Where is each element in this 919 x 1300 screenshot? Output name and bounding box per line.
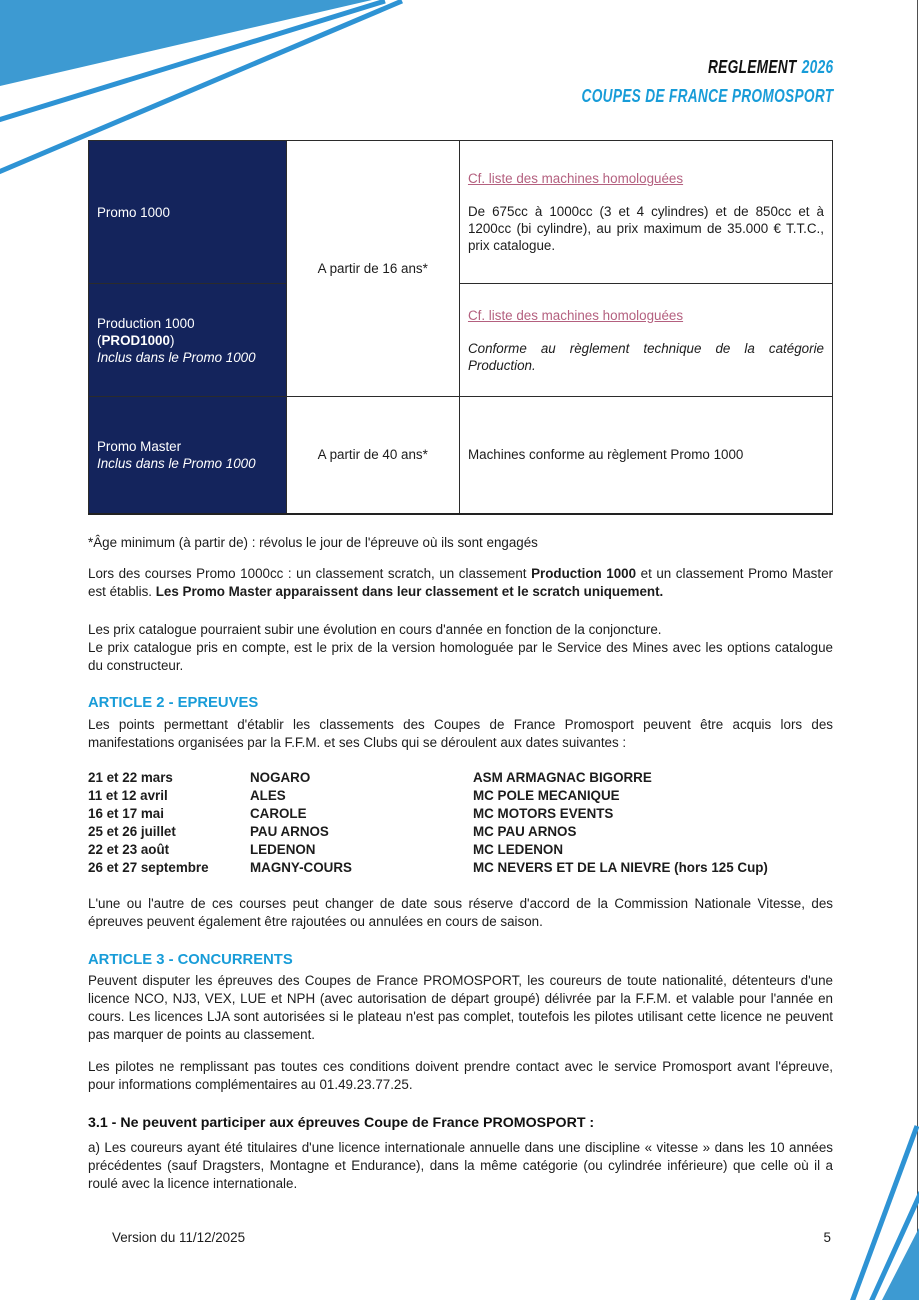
age-label: A partir de 40 ans*: [317, 447, 428, 463]
event-date: 11 et 12 avril: [88, 787, 168, 803]
event-circuit: CAROLE: [250, 805, 307, 821]
category-code: (PROD1000): [97, 332, 175, 348]
page-content: [88, 140, 833, 1193]
event-club: MC NEVERS ET DE LA NIEVRE (hors 125 Cup): [473, 859, 768, 875]
categories-table: [88, 140, 833, 515]
event-row: [88, 805, 833, 823]
prix-catalogue-paragraph: [88, 621, 833, 675]
table-row: [89, 397, 833, 514]
doc-header: [581, 52, 833, 110]
classement-paragraph: Lors des courses Promo 1000cc : un classement scratch, un classement Production 1000 et un classement Promo Master est établis. Les Promo Master apparaissent dans leur classement et le scratch uniquement.: [88, 565, 833, 599]
table-row: [89, 141, 833, 284]
event-date: 22 et 23 août: [88, 841, 170, 857]
spec-cell-promo-master: [459, 397, 832, 514]
article-2-heading: ARTICLE 2 - EPREUVES: [88, 694, 259, 711]
homologated-machines-link[interactable]: Cf. liste des machines homologuées: [467, 171, 684, 186]
doc-subtitle: COUPES DE FRANCE PROMOSPORT: [581, 85, 833, 106]
category-name: Promo 1000: [97, 204, 170, 220]
bold-promo-master-rule: Les Promo Master apparaissent dans leur classement et le scratch uniquement.: [155, 583, 664, 599]
spec-description: Conforme au règlement technique de la catégorie Production.: [467, 340, 824, 373]
table-row: [89, 284, 833, 397]
event-date: 25 et 26 juillet: [88, 823, 176, 839]
section-3-1-item-a: a) Les coureurs ayant été titulaires d'une licence internationale annuelle dans une discipline « vitesse » dans les 10 années précédentes (sauf Dragsters, Montagne et Endurance), dans la même catégorie (ou cylindrée inférieure) que celle où il a roulé avec la licence internationale.: [88, 1139, 833, 1191]
spec-description: Machines conforme au règlement Promo 1000: [467, 447, 744, 463]
article-2-intro: Les points permettant d'établir les classements des Coupes de France Promosport peuvent être acquis lors des manifestations organisées par la F.F.M. et ses Clubs qui se déroulent aux dates suivantes :: [88, 716, 833, 750]
doc-title: REGLEMENT: [707, 56, 797, 77]
section-3-1-heading: 3.1 - Ne peuvent participer aux épreuves Coupe de France PROMOSPORT :: [88, 1114, 595, 1131]
event-circuit: ALES: [250, 787, 286, 803]
event-club: ASM ARMAGNAC BIGORRE: [473, 769, 652, 785]
age-minimum-note: *Âge minimum (à partir de) : révolus le jour de l'épreuve où ils sont engagés: [88, 534, 538, 550]
event-row: [88, 841, 833, 859]
contact-paragraph: Les pilotes ne remplissant pas toutes ces conditions doivent prendre contact avec le service Promosport avant l'épreuve, pour informations complémentaires au 01.49.23.77.25.: [88, 1058, 833, 1092]
event-row: [88, 823, 833, 841]
event-circuit: MAGNY-COURS: [250, 859, 352, 875]
category-subnote: Inclus dans le Promo 1000: [97, 455, 256, 471]
article-3-intro: Peuvent disputer les épreuves des Coupes de France PROMOSPORT, les coureurs de toute nationalité, détenteurs d'une licence NCO, NJ3, VEX, LUE et NPH (avec autorisation de départ groupé) délivrée par la F.F.M. et valable pour l'année en cours. Les licences LJA sont autorisées si le plateau n'est pas complet, toutefois les pilotes utilisant cette licence ne peuvent pas marquer de points au classement.: [88, 972, 833, 1042]
footer-page-number: 5: [823, 1230, 831, 1245]
spec-cell-production-1000: [459, 284, 832, 397]
event-row: [88, 787, 833, 805]
category-cell-promo-1000: [89, 141, 287, 284]
category-subnote: Inclus dans le Promo 1000: [97, 349, 256, 365]
event-club: MC PAU ARNOS: [473, 823, 577, 839]
category-name: Promo Master: [97, 438, 182, 454]
event-row: [88, 859, 833, 877]
event-circuit: PAU ARNOS: [250, 823, 329, 839]
event-club: MC POLE MECANIQUE: [473, 787, 620, 803]
category-cell-production-1000: [89, 284, 287, 397]
age-cell-16: [286, 141, 459, 397]
spec-cell-promo-1000: [459, 141, 832, 284]
event-row: [88, 769, 833, 787]
event-date: 21 et 22 mars: [88, 769, 173, 785]
spec-description: De 675cc à 1000cc (3 et 4 cylindres) et de 850cc et à 1200cc (bi cylindre), au prix maximum de 35.000 € T.T.C., prix catalogue.: [467, 204, 824, 253]
event-circuit: LEDENON: [250, 841, 316, 857]
doc-title-year: 2026: [801, 56, 833, 77]
category-cell-promo-master: [89, 397, 287, 514]
prix-line-1: Les prix catalogue pourraient subir une évolution en cours d'année en fonction de la conjoncture.: [88, 621, 662, 637]
article-3-heading: ARTICLE 3 - CONCURRENTS: [88, 951, 293, 968]
event-date: 26 et 27 septembre: [88, 859, 209, 875]
bold-production-1000: Production 1000: [531, 565, 637, 581]
age-label: A partir de 16 ans*: [317, 261, 428, 276]
footer-version: Version du 11/12/2025: [112, 1230, 246, 1245]
homologated-machines-link[interactable]: Cf. liste des machines homologuées: [467, 307, 684, 323]
event-club: MC LEDENON: [473, 841, 564, 857]
date-change-note: L'une ou l'autre de ces courses peut changer de date sous réserve d'accord de la Commission Nationale Vitesse, des épreuves peuvent également être rajoutées ou annulées en cours de saison.: [88, 895, 833, 929]
prix-line-2: Le prix catalogue pris en compte, est le prix de la version homologuée par le Service des Mines avec les options catalogue du constructeur.: [88, 639, 833, 673]
event-club: MC MOTORS EVENTS: [473, 805, 614, 821]
event-date: 16 et 17 mai: [88, 805, 164, 821]
category-name: Production 1000: [97, 315, 195, 331]
age-cell-40: [286, 397, 459, 514]
event-circuit: NOGARO: [250, 769, 311, 785]
events-list: [88, 769, 833, 877]
